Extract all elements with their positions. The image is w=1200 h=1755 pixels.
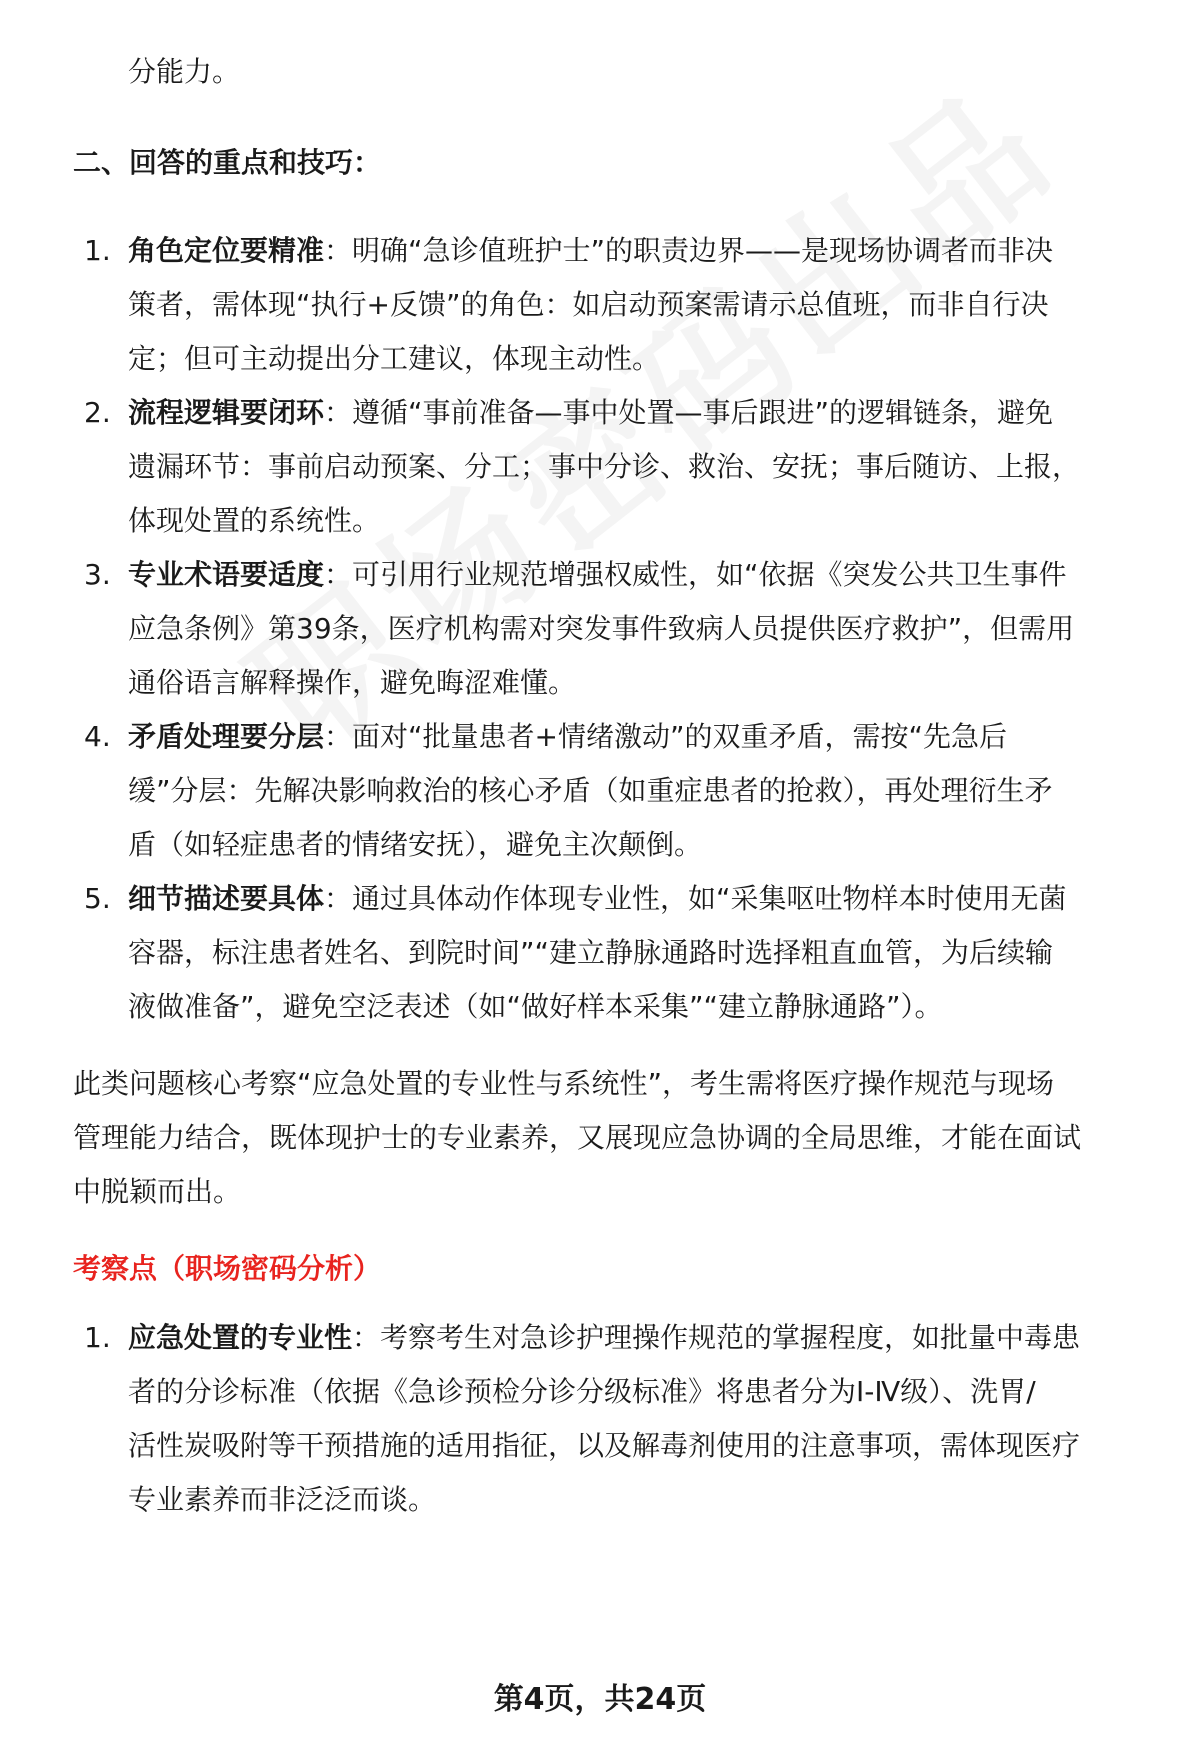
section3-heading: 考察点（职场密码分析） <box>73 1252 382 1285</box>
list-item-number: 3. <box>84 558 111 591</box>
list-item-line: 通俗语言解释操作，避免晦涩难懂。 <box>128 666 577 699</box>
intro-tail: 分能力。 <box>128 55 241 88</box>
list-item-text: ：面对“批量患者+情绪激动”的双重矛盾，需按“先急后 <box>324 720 1007 753</box>
list-item-line <box>128 879 1067 919</box>
list-item-line: 策者，需体现“执行+反馈”的角色：如启动预案需请示总值班，而非自行决 <box>128 288 1049 321</box>
list-item-title: 矛盾处理要分层 <box>128 720 325 753</box>
list-item-text: ：考察考生对急诊护理操作规范的掌握程度，如批量中毒患 <box>352 1321 1081 1354</box>
list-item-number: 1. <box>84 234 111 267</box>
list-item-line: 盾（如轻症患者的情绪安抚），避免主次颠倒。 <box>128 828 703 861</box>
list-item-text: ：通过具体动作体现专业性，如“采集呕吐物样本时使用无菌 <box>324 882 1067 915</box>
list-item-number: 1. <box>84 1321 111 1354</box>
section2-heading: 二、回答的重点和技巧： <box>73 146 382 179</box>
list-item-text: ：明确“急诊值班护士”的职责边界——是现场协调者而非决 <box>324 234 1054 267</box>
list-item-title: 细节描述要具体 <box>128 882 325 915</box>
list-item-title: 流程逻辑要闭环 <box>128 396 325 429</box>
list-item-line: 体现处置的系统性。 <box>128 504 381 537</box>
list-item-text: ：遵循“事前准备—事中处置—事后跟进”的逻辑链条，避免 <box>324 396 1054 429</box>
list-item-line <box>128 393 1053 433</box>
list-item-title: 专业术语要适度 <box>128 558 325 591</box>
list-item-line <box>128 1318 1080 1358</box>
list-item-line: 遗漏环节：事前启动预案、分工；事中分诊、救治、安抚；事后随访、上报， <box>128 450 1081 483</box>
list-item-line: 定；但可主动提出分工建议，体现主动性。 <box>128 342 661 375</box>
list-item-line <box>128 717 1007 757</box>
list-item-line: 应急条例》第39条，医疗机构需对突发事件致病人员提供医疗救护”，但需用 <box>128 612 1075 645</box>
list-item-line: 专业素养而非泛泛而谈。 <box>128 1483 437 1516</box>
list-item-number: 5. <box>84 882 111 915</box>
list-item-line <box>128 555 1067 595</box>
list-item-number: 4. <box>84 720 111 753</box>
page-footer: 第4页，共24页 <box>493 1682 707 1717</box>
list-item-number: 2. <box>84 396 111 429</box>
list-item-line: 活性炭吸附等干预措施的适用指征，以及解毒剂使用的注意事项，需体现医疗 <box>128 1429 1081 1462</box>
list-item-line: 缓”分层：先解决影响救治的核心矛盾（如重症患者的抢救），再处理衍生矛 <box>128 774 1053 807</box>
list-item-line: 者的分诊标准（依据《急诊预检分诊分级标准》将患者分为Ⅰ-Ⅳ级）、洗胃/ <box>128 1375 1036 1408</box>
list-item-line: 液做准备”，避免空泛表述（如“做好样本采集”“建立静脉通路”）。 <box>128 990 943 1023</box>
summary-line: 管理能力结合，既体现护士的专业素养，又展现应急协调的全局思维，才能在面试 <box>73 1121 1082 1154</box>
list-item-line: 容器，标注患者姓名、到院时间”“建立静脉通路时选择粗直血管，为后续输 <box>128 936 1054 969</box>
list-item-text: ：可引用行业规范增强权威性，如“依据《突发公共卫生事件 <box>324 558 1067 591</box>
list-item-line <box>128 231 1053 271</box>
list-item-title: 应急处置的专业性 <box>128 1321 353 1354</box>
summary-line: 此类问题核心考察“应急处置的专业性与系统性”，考生需将医疗操作规范与现场 <box>73 1067 1055 1100</box>
summary-line: 中脱颖而出。 <box>73 1175 242 1208</box>
list-item-title: 角色定位要精准 <box>128 234 325 267</box>
